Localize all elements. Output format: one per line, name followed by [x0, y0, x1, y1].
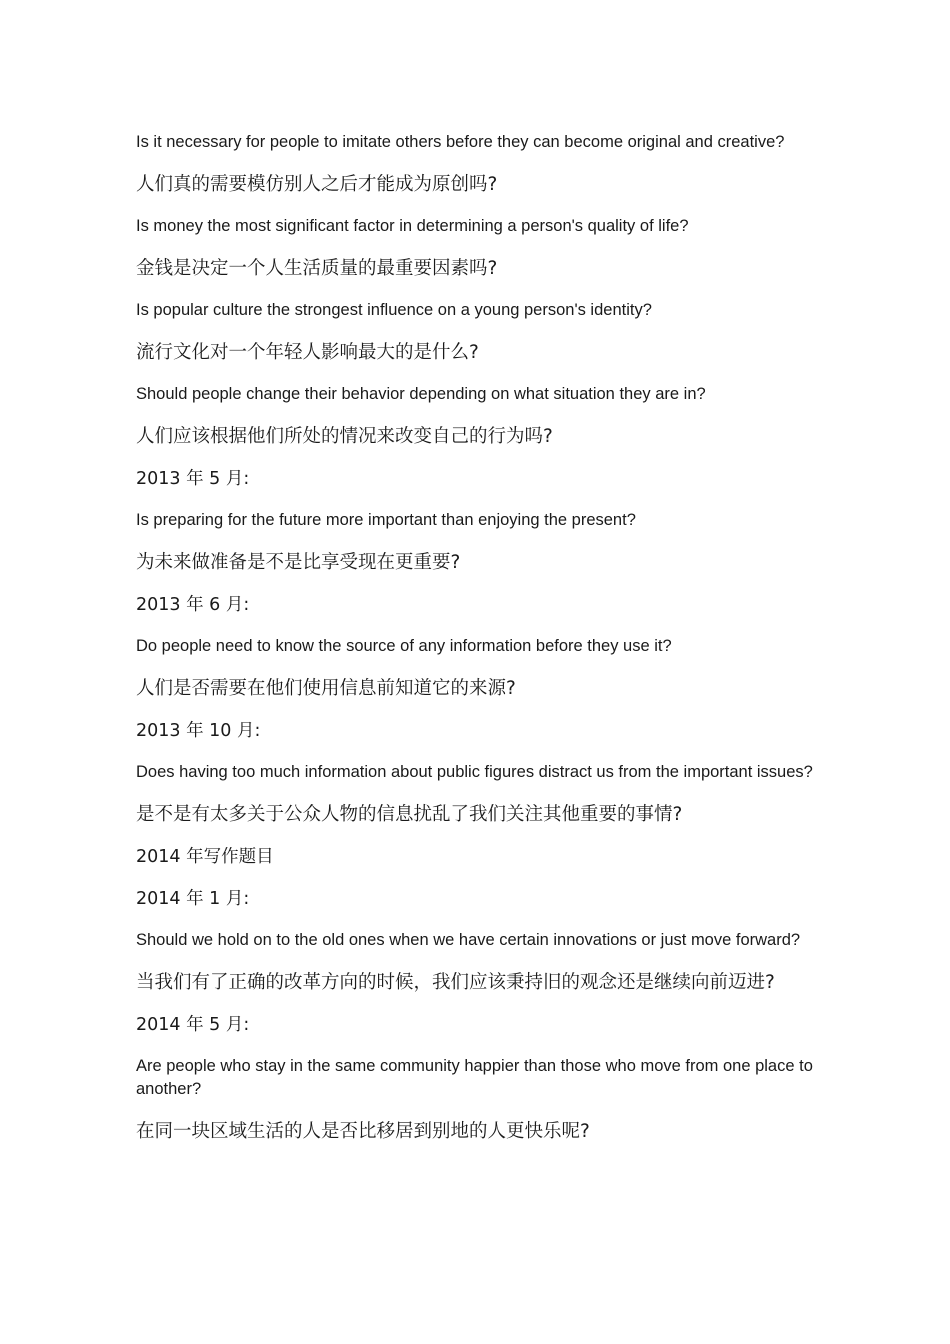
question-zh: 人们真的需要模仿别人之后才能成为原创吗? — [136, 173, 498, 195]
section-heading: 2014 年写作题目 — [136, 846, 274, 867]
question-en: Do people need to know the source of any information before they use it? — [136, 636, 672, 655]
question-zh: 人们应该根据他们所处的情况来改变自己的行为吗? — [136, 425, 553, 447]
question-zh: 金钱是决定一个人生活质量的最重要因素吗? — [136, 257, 498, 279]
date-heading: 2014 年 5 月: — [136, 1014, 250, 1035]
question-zh: 人们是否需要在他们使用信息前知道它的来源? — [136, 677, 516, 699]
question-en: Is preparing for the future more important than enjoying the present? — [136, 510, 636, 529]
question-en: Are people who stay in the same community happier than those who move from one place to another? — [136, 1056, 813, 1098]
question-zh: 为未来做准备是不是比享受现在更重要? — [136, 551, 461, 573]
date-heading: 2013 年 6 月: — [136, 594, 250, 615]
question-en: Should people change their behavior depending on what situation they are in? — [136, 384, 706, 403]
question-zh: 在同一块区域生活的人是否比移居到别地的人更快乐呢? — [136, 1120, 590, 1142]
date-heading: 2013 年 10 月: — [136, 720, 261, 741]
question-en: Is money the most significant factor in determining a person's quality of life? — [136, 216, 689, 235]
question-en: Should we hold on to the old ones when we have certain innovations or just move forward? — [136, 930, 801, 949]
question-en: Is it necessary for people to imitate others before they can become original and creative? — [136, 132, 785, 151]
question-en: Does having too much information about public figures distract us from the important issues? — [136, 762, 813, 781]
document-body — [136, 114, 816, 1162]
question-zh: 是不是有太多关于公众人物的信息扰乱了我们关注其他重要的事情? — [136, 803, 683, 825]
question-zh: 当我们有了正确的改革方向的时候，我们应该秉持旧的观念还是继续向前迈进? — [136, 971, 775, 993]
question-en: Is popular culture the strongest influence on a young person's identity? — [136, 300, 652, 319]
date-heading: 2013 年 5 月: — [136, 468, 250, 489]
date-heading: 2014 年 1 月: — [136, 888, 250, 909]
question-zh: 流行文化对一个年轻人影响最大的是什么? — [136, 341, 479, 363]
